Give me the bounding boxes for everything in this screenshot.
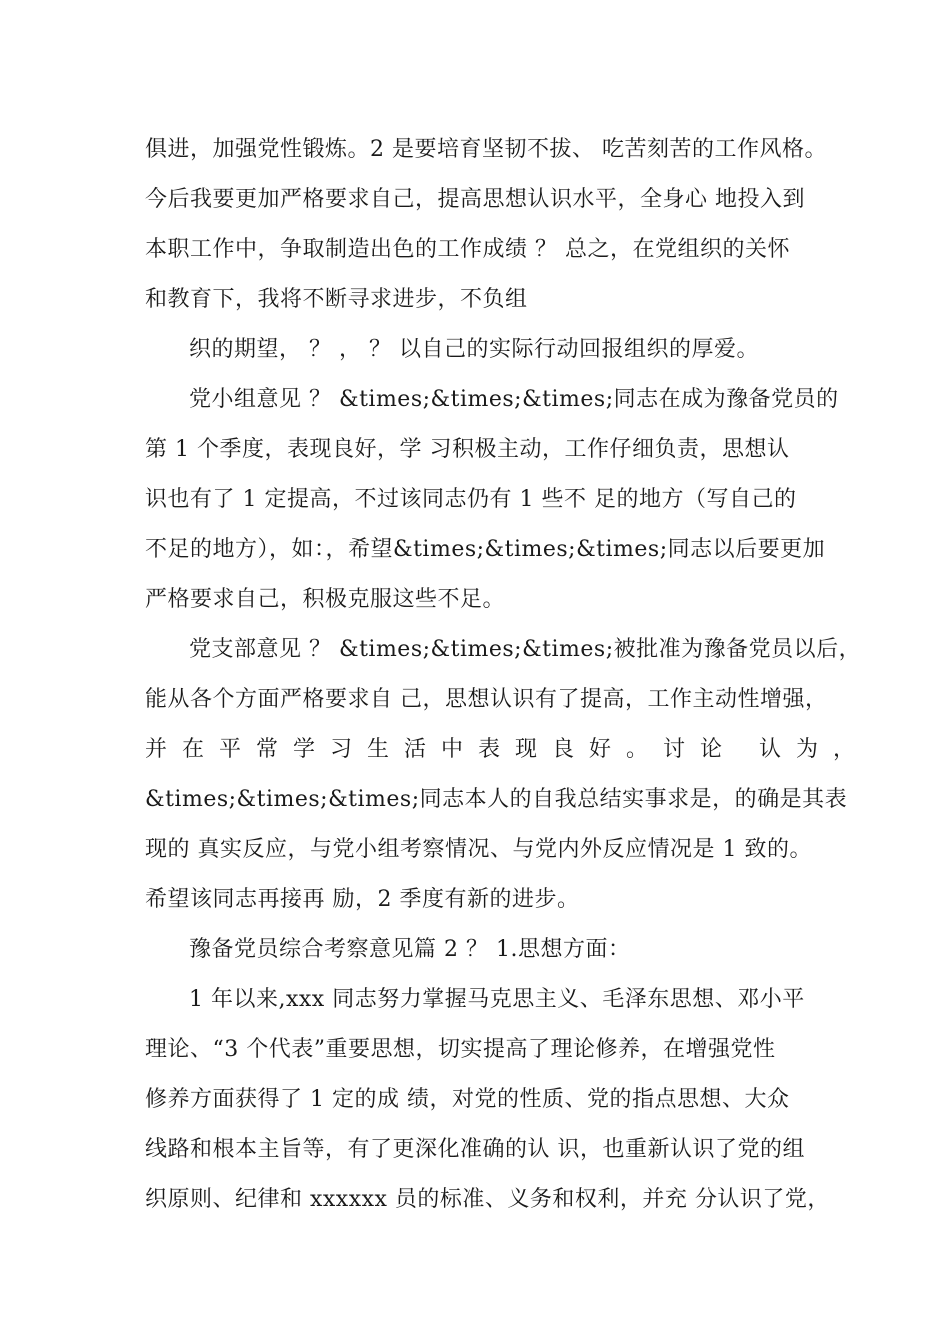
text-line: 本职工作中，争取制造出色的工作成绩 ？ 总之，在党组织的关怀 bbox=[145, 237, 790, 262]
text-line: 织原则、纪律和 xxxxxx 员的标准、义务和权利，并充 分认识了党， bbox=[145, 1187, 830, 1212]
text-line: 希望该同志再接再 励，2 季度有新的进步。 bbox=[145, 887, 580, 912]
text-line: &times;&times;&times;同志本人的自我总结实事求是，的确是其表 bbox=[145, 787, 848, 812]
text-line: 和教育下，我将不断寻求进步，不负组 bbox=[145, 287, 528, 312]
text-line: 识也有了 1 定提高，不过该同志仍有 1 些不 足的地方（写自己的 bbox=[145, 487, 797, 512]
text-line: 第 1 个季度，表现良好，学 习积极主动，工作仔细负责，思想认 bbox=[145, 437, 790, 462]
section-heading-line: 豫备党员综合考察意见篇 2 ？ 1.思想方面： bbox=[189, 937, 631, 962]
paragraph-start-line: 1 年以来,xxx 同志努力掌握马克思主义、毛泽东思想、邓小平 bbox=[189, 987, 805, 1012]
text-line: 线路和根本主旨等，有了更深化准确的认 识，也重新认识了党的组 bbox=[145, 1137, 805, 1162]
text-line: 不足的地方），如：，希望&times;&times;&times;同志以后要更加 bbox=[145, 537, 826, 562]
text-line: 今后我要更加严格要求自己，提高思想认识水平，全身心 地投入到 bbox=[145, 187, 805, 212]
text-line: 严格要求自己，积极克服这些不足。 bbox=[145, 587, 506, 612]
text-line: 能从各个方面严格要求自 己，思想认识有了提高，工作主动性增强， bbox=[145, 687, 828, 712]
paragraph-start-line: 织的期望， ？ ， ？ 以自己的实际行动回报组织的厚爱。 bbox=[189, 337, 759, 362]
text-line: 修养方面获得了 1 定的成 绩，对党的性质、党的指点思想、大众 bbox=[145, 1087, 790, 1112]
paragraph-start-line: 党小组意见 ？ &times;&times;&times;同志在成为豫备党员的 bbox=[189, 387, 839, 412]
text-line: 理论、“3 个代表”重要思想，切实提高了理论修养，在增强党性 bbox=[145, 1037, 776, 1062]
text-line: 俱进，加强党性锻炼。2 是要培育坚韧不拔、 吃苦刻苦的工作风格。 bbox=[145, 137, 827, 162]
text-line: 现的 真实反应，与党小组考察情况、与党内外反应情况是 1 致的。 bbox=[145, 837, 812, 862]
text-line: 并在平常学习生活中表现良好。讨论 认为， bbox=[145, 737, 870, 762]
paragraph-start-line: 党支部意见 ？ &times;&times;&times;被批准为豫备党员以后， bbox=[189, 637, 862, 662]
